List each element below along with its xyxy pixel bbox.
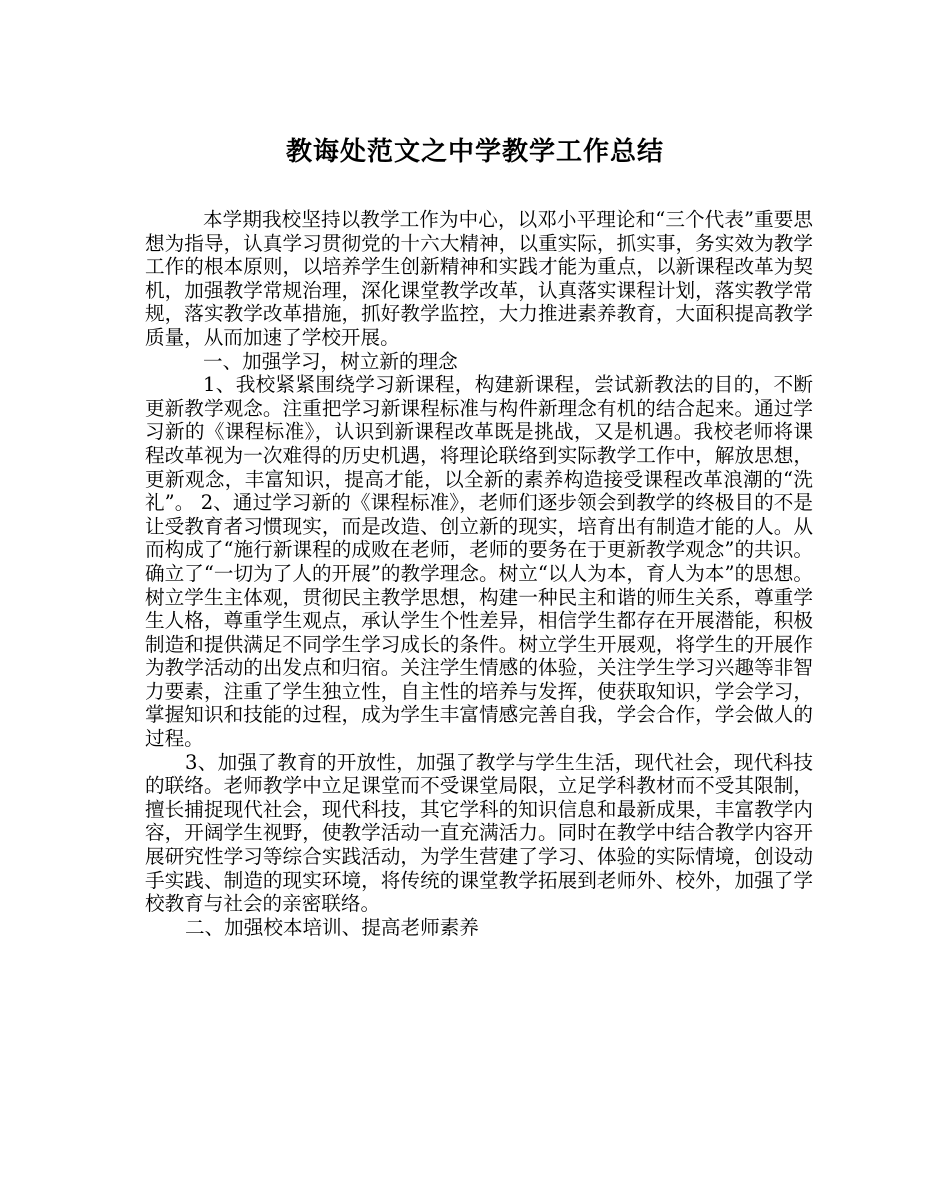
section-heading-1: 一、加强学习，树立新的理念: [203, 349, 458, 373]
document-body: [145, 208, 813, 939]
section-heading-2: 二、加强校本培训、提高老师素养: [185, 915, 479, 939]
intro-paragraph: 本学期我校坚持以教学工作为中心，以邓小平理论和“三个代表”重要思想为指导，认真学习贯彻党的十六大精神，以重实际，抓实事，务实效为教学工作的根本原则，以培养学生创新精神和实践才能为重点，以新课程改革为契机，加强教学常规治理，深化课堂教学改革，认真落实课程计划，落实教学常规，落实教学改革措施，抓好教学监控，大力推进素养教育，大面积提高教学质量，从而加速了学校开展。: [145, 208, 813, 349]
document-title: 教诲处范文之中学教学工作总结: [285, 137, 664, 167]
section-1-paragraph-1: 1、我校紧紧围绕学习新课程，构建新课程，尝试新教法的目的，不断更新教学观念。注重把学习新课程标准与构件新理念有机的结合起来。通过学习新的《课程标准》，认识到新课程改革既是挑战，又是机遇。我校老师将课程改革视为一次难得的历史机遇，将理论联络到实际教学工作中，解放思想，更新观念，丰富知识，提高才能，以全新的素养构造接受课程改革浪潮的“洗礼”。 2、通过学习新的《课程标准》，老师们逐步领会到教学的终极目的不是让受教育者习惯现实，而是改造、创立新的现实，培育出有制造才能的人。从而构成了“施行新课程的成败在老师，老师的要务在于更新教学观念”的共识。确立了“一切为了人的开展”的教学理念。树立“以人为本，育人为本”的思想。树立学生主体观，贯彻民主教学思想，构建一种民主和谐的师生关系，尊重学生人格，尊重学生观点，承认学生个性差异，相信学生都存在开展潜能，积极制造和提供满足不同学生学习成长的条件。树立学生开展观，将学生的开展作为教学活动的出发点和归宿。关注学生情感的体验，关注学生学习兴趣等非智力要素，注重了学生独立性，自主性的培养与发挥，使获取知识，学会学习，掌握知识和技能的过程，成为学生丰富情感完善自我，学会合作，学会做人的过程。: [145, 373, 813, 751]
section-1-paragraph-3: 3、加强了教育的开放性，加强了教学与学生生活，现代社会，现代科技的联络。老师教学中立足课堂而不受课堂局限，立足学科教材而不受其限制，擅长捕捉现代社会，现代科技，其它学科的知识信息和最新成果，丰富教学内容，开阔学生视野，使教学活动一直充满活力。同时在教学中结合教学内容开展研究性学习等综合实践活动，为学生营建了学习、体验的实际情境，创设动手实践、制造的现实环境，将传统的课堂教学拓展到老师外、校外，加强了学校教育与社会的亲密联络。: [145, 750, 813, 916]
